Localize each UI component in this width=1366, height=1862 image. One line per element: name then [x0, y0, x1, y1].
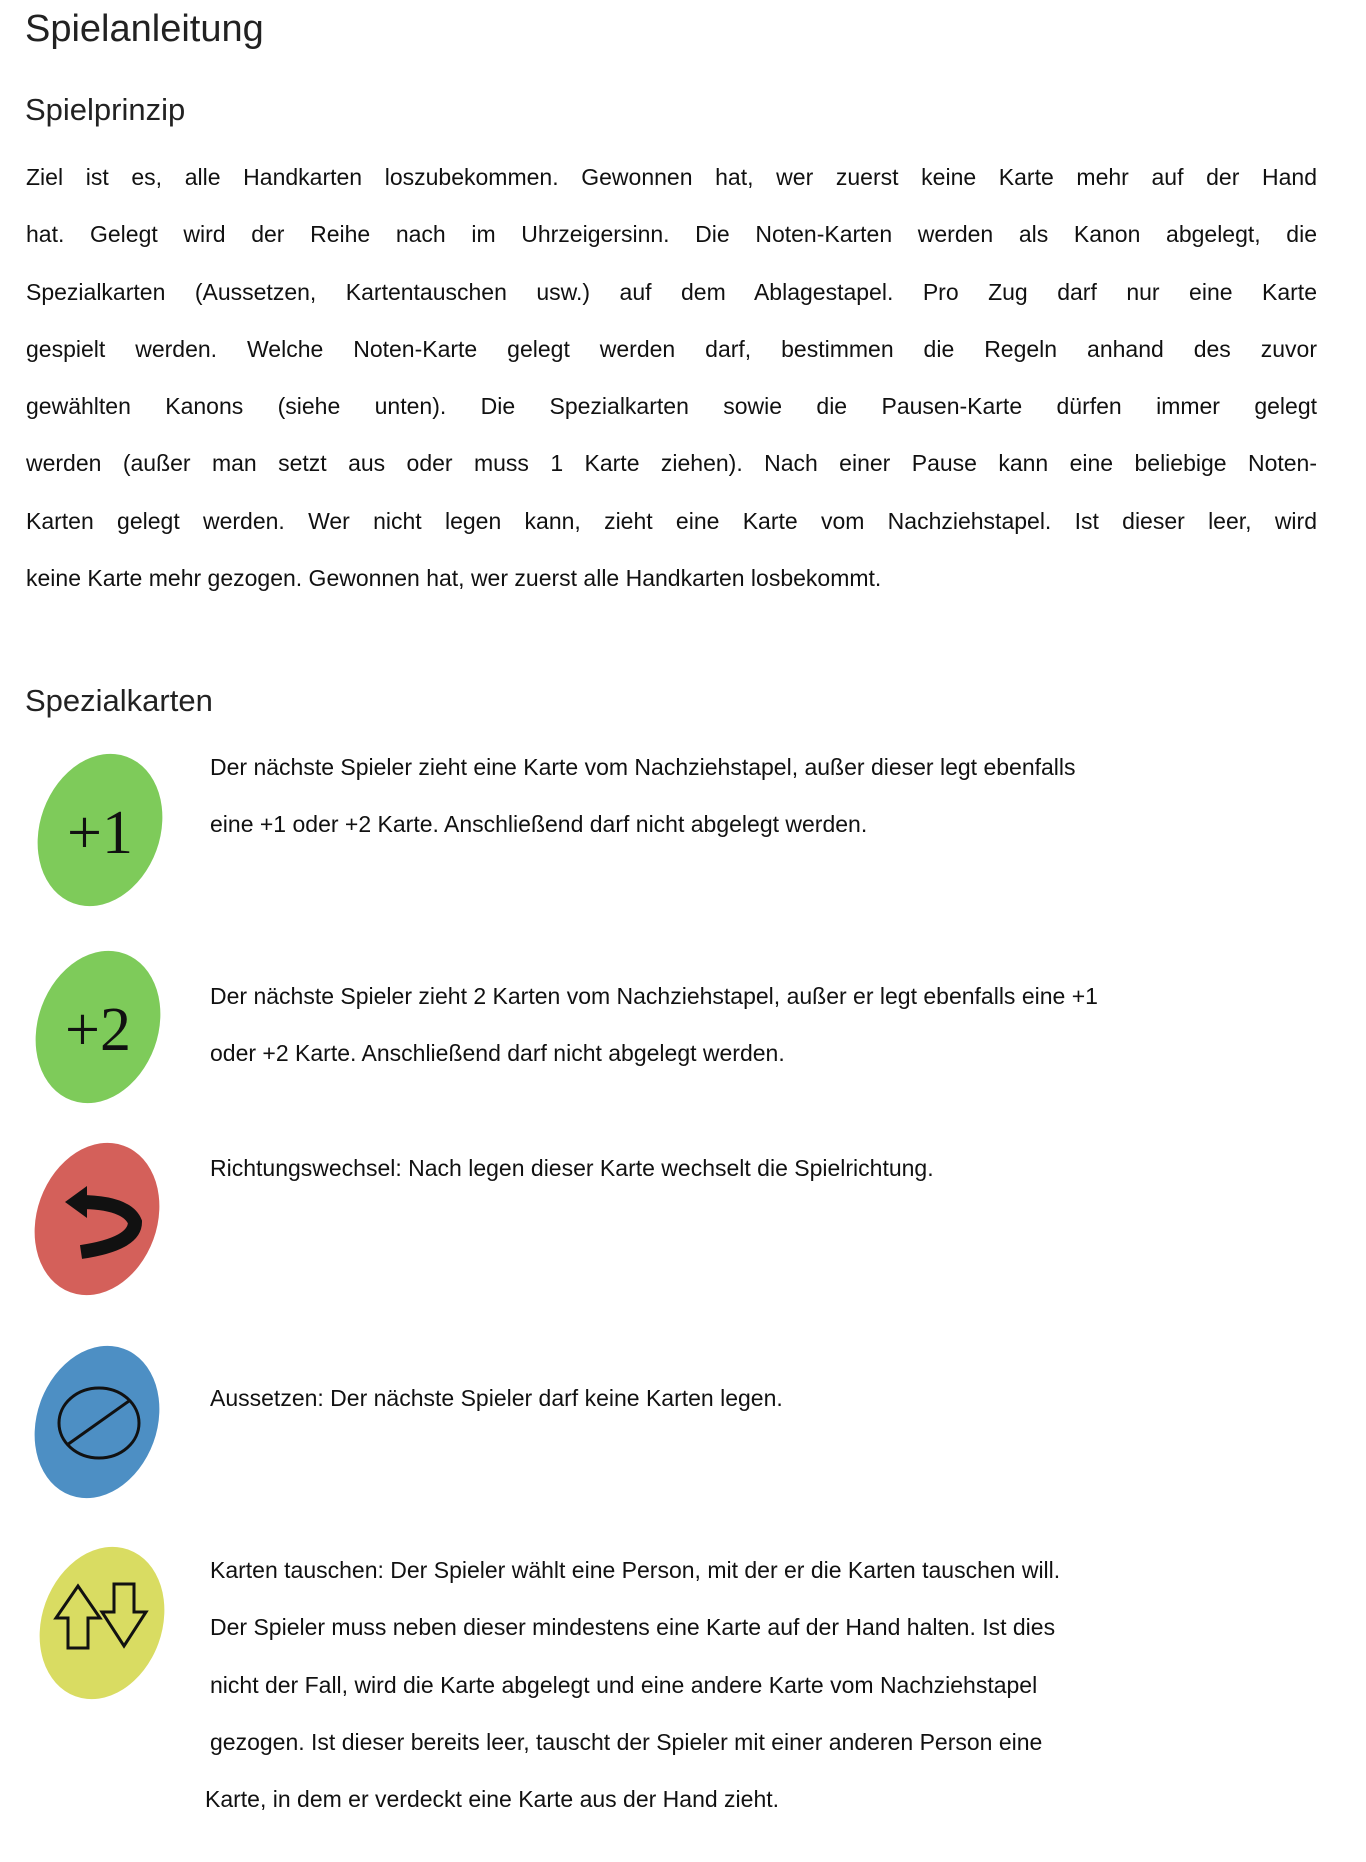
section-heading-principle: Spielprinzip	[25, 92, 186, 127]
swap-cards-description	[205, 1550, 1320, 1836]
text-line: Der nächste Spieler zieht 2 Karten vom Nachziehstapel, außer er legt ebenfalls eine +1	[210, 983, 1098, 1009]
principle-paragraph	[26, 157, 1317, 615]
text-line: Karten tauschen: Der Spieler wählt eine Person, mit der er die Karten tauschen will.	[210, 1557, 1061, 1583]
reverse-direction-card-icon	[17, 1134, 177, 1304]
page-title: Spielanleitung	[25, 8, 264, 50]
section-heading-special: Spezialkarten	[25, 683, 213, 718]
text-line: Ziel ist es, alle Handkarten loszubekommen. Gewonnen hat, wer zuerst keine Karte mehr auf der Hand	[26, 164, 1317, 190]
plus-one-description	[210, 747, 1320, 862]
text-line: Karten gelegt werden. Wer nicht legen kann, zieht eine Karte vom Nachziehstapel. Ist dieser leer, wird	[26, 507, 1317, 534]
text-line: gespielt werden. Welche Noten-Karte gelegt werden darf, bestimmen die Regeln anhand des zuvor	[26, 335, 1317, 362]
reverse-direction-description	[210, 1148, 1320, 1205]
skip-card-icon	[17, 1337, 177, 1507]
text-line: werden (außer man setzt aus oder muss 1 Karte ziehen). Nach einer Pause kann eine beliebige Noten-	[26, 450, 1317, 477]
swap-cards-card-icon	[22, 1538, 182, 1708]
text-line: Karte, in dem er verdeckt eine Karte aus der Hand zieht.	[205, 1786, 780, 1813]
plus-two-description	[210, 976, 1320, 1091]
text-line: Der Spieler muss neben dieser mindestens eine Karte auf der Hand halten. Ist dies	[210, 1614, 1056, 1641]
skip-description	[210, 1378, 1320, 1435]
plus-two-label: +2	[65, 996, 131, 1064]
text-line: nicht der Fall, wird die Karte abgelegt und eine andere Karte vom Nachziehstapel	[210, 1671, 1038, 1698]
text-line: gezogen. Ist dieser bereits leer, tauscht der Spieler mit einer anderen Person eine	[210, 1728, 1043, 1755]
plus-two-card-icon	[18, 942, 178, 1112]
text-line: eine +1 oder +2 Karte. Anschließend darf nicht abgelegt werden.	[210, 811, 868, 838]
text-line: Richtungswechsel: Nach legen dieser Karte wechselt die Spielrichtung.	[210, 1155, 934, 1181]
text-line: gewählten Kanons (siehe unten). Die Spezialkarten sowie die Pausen-Karte dürfen immer gelegt	[26, 393, 1317, 420]
text-line: oder +2 Karte. Anschließend darf nicht abgelegt werden.	[210, 1040, 785, 1067]
plus-one-card-icon	[20, 745, 180, 915]
text-line: keine Karte mehr gezogen. Gewonnen hat, wer zuerst alle Handkarten losbekommt.	[26, 565, 882, 592]
text-line: Der nächste Spieler zieht eine Karte vom Nachziehstapel, außer dieser legt ebenfalls	[210, 754, 1076, 780]
text-line: hat. Gelegt wird der Reihe nach im Uhrzeigersinn. Die Noten-Karten werden als Kanon abgelegt, die	[26, 221, 1317, 248]
text-line: Aussetzen: Der nächste Spieler darf keine Karten legen.	[210, 1385, 783, 1411]
text-line: Spezialkarten (Aussetzen, Kartentauschen usw.) auf dem Ablagestapel. Pro Zug darf nur eine Karte	[26, 278, 1317, 305]
plus-one-label: +1	[67, 799, 133, 867]
